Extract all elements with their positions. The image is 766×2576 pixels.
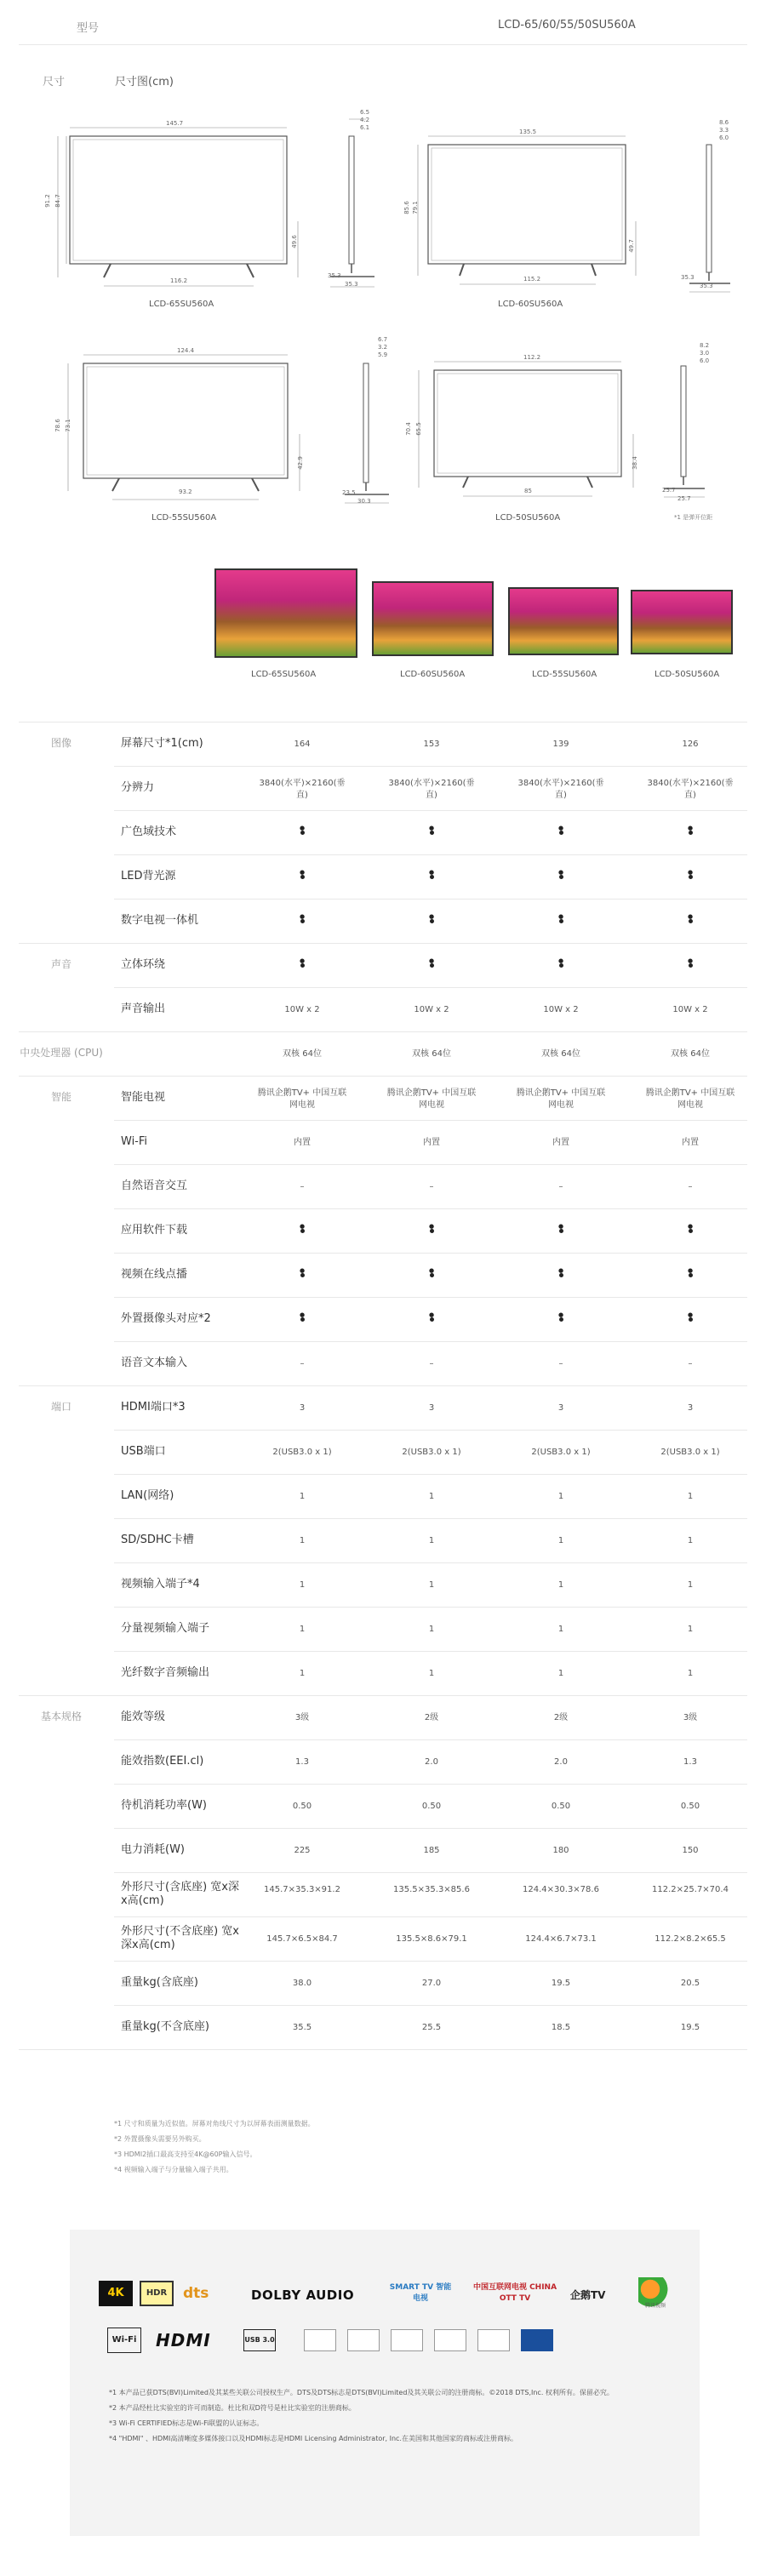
spec-value: 3级 xyxy=(683,1713,698,1722)
spec-value: 1 xyxy=(299,1536,306,1545)
spec-value: 2.0 xyxy=(425,1757,438,1767)
spec-value: 2(USB3.0 x 1) xyxy=(402,1448,461,1457)
spec-value: 1 xyxy=(687,1625,694,1634)
spec-value: ● xyxy=(429,957,435,964)
spec-label: 立体环绕 xyxy=(121,958,166,971)
spec-value: 1 xyxy=(687,1580,694,1590)
spec-value: 145.7×6.5×84.7 xyxy=(266,1934,338,1944)
spec-value: 1 xyxy=(299,1669,306,1678)
spec-value: 10W x 2 xyxy=(672,1005,708,1014)
spec-value: ● xyxy=(688,1223,694,1230)
spec-value: 153 xyxy=(423,740,440,749)
spec-value: ● xyxy=(300,1223,306,1230)
spec-value: 0.50 xyxy=(551,1802,571,1811)
diagram-caption: LCD-60SU560A xyxy=(498,300,563,309)
spec-value: 1 xyxy=(299,1580,306,1590)
spec-value: – xyxy=(429,1182,434,1191)
spec-value: ● xyxy=(688,913,694,920)
spec-value: ● xyxy=(300,957,306,964)
dolby-audio-logo: DOLBY AUDIO xyxy=(251,2288,355,2303)
dim-screen-height: 79.1 xyxy=(411,201,419,214)
dim-side-c: 6.0 xyxy=(700,357,710,364)
spec-label: USB端口 xyxy=(121,1445,166,1458)
spec-label: 应用软件下载 xyxy=(121,1224,188,1237)
dim-side-a: 35.3 xyxy=(681,274,695,281)
dim-side-c: 6.0 xyxy=(719,134,729,141)
dim-stand-height: 38.4 xyxy=(631,456,638,470)
size-footnote: *1 是弹开位距 xyxy=(674,514,713,521)
tv-front-drawing xyxy=(60,336,332,515)
spec-value: ● xyxy=(300,825,306,831)
spec-value: 1.3 xyxy=(295,1757,309,1767)
note: *3 HDMI2插口最高支持至4K@60P输入信号。 xyxy=(114,2150,257,2158)
spec-value: ● xyxy=(429,1223,435,1230)
wifi-certified-logo: Wi-Fi xyxy=(107,2328,141,2353)
product-name: LCD-55SU560A xyxy=(532,670,597,679)
dim-depth-top: 8.2 xyxy=(700,342,710,349)
row-divider xyxy=(114,1828,747,1829)
dim-side-b: 35.3 xyxy=(700,283,713,289)
spec-label: 能效等级 xyxy=(121,1711,166,1723)
spec-value: 135.5×8.6×79.1 xyxy=(396,1934,467,1944)
spec-value: 10W x 2 xyxy=(284,1005,320,1014)
feature-icon xyxy=(391,2329,423,2351)
spec-value: 1 xyxy=(299,1625,306,1634)
feature-icon xyxy=(521,2329,553,2351)
tv-side-drawing xyxy=(336,336,404,515)
spec-label: 外置摄像头对应*2 xyxy=(121,1312,211,1325)
spec-label: 数字电视一体机 xyxy=(121,914,199,927)
spec-value: 2级 xyxy=(553,1713,569,1722)
spec-label: 视频输入端子*4 xyxy=(121,1578,200,1591)
spec-value: 内置 xyxy=(682,1138,699,1147)
spec-value: ● xyxy=(300,1267,306,1274)
spec-value: 2(USB3.0 x 1) xyxy=(660,1448,720,1457)
row-divider xyxy=(114,2005,747,2006)
feature-icon xyxy=(304,2329,336,2351)
product-image-60 xyxy=(372,581,494,656)
dim-side-a: 23.5 xyxy=(342,489,356,496)
dim-side-a: 25.7 xyxy=(662,487,676,494)
row-divider xyxy=(114,1430,747,1431)
spec-value: 1 xyxy=(687,1669,694,1678)
spec-value: 112.2×25.7×70.4 xyxy=(652,1885,729,1894)
spec-label: 屏幕尺寸*1(cm) xyxy=(121,737,203,750)
dim-depth-top: 6.5 xyxy=(360,109,370,116)
spec-label: 能效指数(EEI.cl) xyxy=(121,1755,204,1768)
dim-depth-a: 3.0 xyxy=(700,350,710,357)
dim-stand-height: 49.6 xyxy=(290,235,298,248)
spec-category: 声音 xyxy=(50,958,71,970)
row-divider xyxy=(114,987,747,988)
row-divider xyxy=(114,1916,747,1917)
spec-label: 光纤数字音频输出 xyxy=(121,1666,210,1679)
spec-value: 3840(水平)×2160(垂直) xyxy=(647,779,734,800)
row-divider xyxy=(114,810,747,811)
dim-stand-height: 42.9 xyxy=(296,456,304,470)
feature-icon xyxy=(477,2329,510,2351)
spec-value: 126 xyxy=(682,740,699,749)
spec-value: ● xyxy=(688,1267,694,1274)
spec-value: 135.5×35.3×85.6 xyxy=(393,1885,470,1894)
tencent-video-logo: 腾讯视频 xyxy=(638,2277,672,2311)
spec-value: 164 xyxy=(294,740,311,749)
spec-value: – xyxy=(688,1359,693,1368)
spec-label: 广色域技术 xyxy=(121,825,177,838)
spec-value: ● xyxy=(300,913,306,920)
spec-value: 124.4×6.7×73.1 xyxy=(525,1934,597,1944)
spec-value: 3 xyxy=(687,1403,694,1413)
spec-value: ● xyxy=(429,1311,435,1318)
spec-value: – xyxy=(429,1359,434,1368)
spec-value: 1 xyxy=(557,1580,564,1590)
spec-value: 1 xyxy=(299,1492,306,1501)
note: *4 视频输入端子与分量输入端子共用。 xyxy=(114,2166,233,2173)
row-divider xyxy=(114,854,747,855)
row-divider xyxy=(114,1651,747,1652)
spec-label: SD/SDHC卡槽 xyxy=(121,1534,194,1546)
spec-value: 0.50 xyxy=(421,1802,442,1811)
tv-side-drawing xyxy=(655,340,723,511)
spec-value: ● xyxy=(558,869,564,876)
spec-value: 双核 64位 xyxy=(541,1049,580,1059)
note: *2 外置摄像头需要另外购买。 xyxy=(114,2135,206,2143)
spec-value: 1.3 xyxy=(683,1757,697,1767)
spec-value: – xyxy=(300,1182,305,1191)
spec-category: 中央处理器 (CPU) xyxy=(20,1047,103,1059)
dim-depth-a: 3.3 xyxy=(719,127,729,134)
row-divider xyxy=(114,1739,747,1740)
row-divider xyxy=(19,1385,747,1386)
spec-value: ● xyxy=(558,1311,564,1318)
spec-label: 视频在线点播 xyxy=(121,1268,188,1281)
china-ott-tv-logo: 中国互联网电视 CHINA OTT TV xyxy=(472,2283,557,2303)
spec-value: ● xyxy=(300,1311,306,1318)
row-divider xyxy=(114,1164,747,1165)
tv-front-drawing xyxy=(409,345,655,515)
spec-value: 1 xyxy=(687,1492,694,1501)
spec-category: 基本规格 xyxy=(40,1711,82,1722)
spec-value: 145.7×35.3×91.2 xyxy=(264,1885,340,1894)
spec-value: 双核 64位 xyxy=(283,1049,322,1059)
spec-value: ● xyxy=(429,825,435,831)
spec-label: Wi-Fi xyxy=(121,1135,148,1148)
spec-value: 10W x 2 xyxy=(414,1005,449,1014)
dts-logo: dts xyxy=(183,2285,209,2302)
spec-value: 18.5 xyxy=(551,2023,571,2032)
spec-value: ● xyxy=(429,1267,435,1274)
dim-base: 85 xyxy=(524,488,532,494)
dim-width: 124.4 xyxy=(177,347,195,354)
row-divider xyxy=(114,899,747,900)
spec-value: 19.5 xyxy=(551,1979,571,1988)
product-image-65 xyxy=(214,568,357,658)
size-section-title: 尺寸图(cm) xyxy=(115,76,174,89)
spec-value: 腾讯企鹅TV+ 中国互联网电视 xyxy=(645,1088,735,1110)
spec-value: 38.0 xyxy=(292,1979,312,1988)
row-divider xyxy=(114,1518,747,1519)
product-image-55 xyxy=(508,587,619,655)
product-name: LCD-65SU560A xyxy=(251,670,317,679)
row-divider xyxy=(114,1784,747,1785)
spec-value: 185 xyxy=(423,1846,440,1855)
dim-depth-a: 3.2 xyxy=(378,344,388,351)
dim-height: 85.6 xyxy=(403,201,410,214)
dim-width: 145.7 xyxy=(166,120,184,127)
dim-side-c: 6.1 xyxy=(360,124,370,131)
spec-value: 1 xyxy=(557,1536,564,1545)
row-divider xyxy=(114,1607,747,1608)
spec-category: 端口 xyxy=(50,1401,71,1413)
spec-label: 自然语音交互 xyxy=(121,1179,188,1192)
row-divider xyxy=(19,943,747,944)
divider xyxy=(19,44,747,45)
spec-label: 智能电视 xyxy=(121,1091,166,1104)
spec-value: 2(USB3.0 x 1) xyxy=(272,1448,332,1457)
row-divider xyxy=(19,2049,747,2050)
spec-label: 声音输出 xyxy=(121,1002,166,1015)
spec-value: 1 xyxy=(428,1625,435,1634)
spec-value: – xyxy=(558,1182,563,1191)
spec-value: 1 xyxy=(557,1669,564,1678)
spec-value: 0.50 xyxy=(292,1802,312,1811)
spec-label: 分辨力 xyxy=(121,781,155,794)
row-divider xyxy=(19,1031,747,1032)
model-label: 型号 xyxy=(77,22,100,35)
dim-screen-height: 84.7 xyxy=(54,194,61,208)
dim-stand-height: 49.7 xyxy=(627,239,635,253)
spec-value: 1 xyxy=(428,1536,435,1545)
spec-label: 重量kg(不含底座) xyxy=(121,2020,209,2033)
dim-height: 78.6 xyxy=(54,419,61,432)
spec-value: 1 xyxy=(557,1492,564,1501)
spec-value: 35.5 xyxy=(292,2023,312,2032)
spec-label: HDMI端口*3 xyxy=(121,1401,186,1414)
spec-value: 3 xyxy=(557,1403,564,1413)
row-divider xyxy=(114,1341,747,1342)
product-name: LCD-60SU560A xyxy=(400,670,466,679)
spec-label: 待机消耗功率(W) xyxy=(121,1799,207,1812)
spec-label: LED背光源 xyxy=(121,870,176,882)
dim-screen-height: 73.1 xyxy=(64,419,71,432)
spec-value: 腾讯企鹅TV+ 中国互联网电视 xyxy=(257,1088,347,1110)
spec-value: 3级 xyxy=(294,1713,310,1722)
hdr-logo: HDR xyxy=(140,2281,174,2306)
logo-note: *2 本产品经杜比实验室的许可而制造。杜比和双D符号是杜比实验室的注册商标。 xyxy=(109,2404,356,2412)
logo-panel xyxy=(70,2230,700,2536)
hdmi-logo: HDMI xyxy=(156,2330,211,2350)
spec-value: 139 xyxy=(552,740,569,749)
diagram-caption: LCD-65SU560A xyxy=(149,300,214,309)
spec-value: 10W x 2 xyxy=(543,1005,579,1014)
spec-value: 3840(水平)×2160(垂直) xyxy=(517,779,604,800)
spec-label: 重量kg(含底座) xyxy=(121,1976,198,1989)
spec-value: 1 xyxy=(428,1580,435,1590)
4k-logo: 4K xyxy=(99,2281,133,2306)
spec-value: – xyxy=(300,1359,305,1368)
spec-value: 3 xyxy=(428,1403,435,1413)
dim-side-b: 30.3 xyxy=(357,498,371,505)
penguin-tv-logo: 企鹅TV xyxy=(570,2289,606,2301)
spec-value: 1 xyxy=(687,1536,694,1545)
spec-value: 内置 xyxy=(423,1138,440,1147)
spec-value: ● xyxy=(688,869,694,876)
dim-depth-top: 8.6 xyxy=(719,119,729,126)
spec-value: 124.4×30.3×78.6 xyxy=(523,1885,599,1894)
spec-value: 180 xyxy=(552,1846,569,1855)
spec-label: 外形尺寸(不含底座) 宽x深x高(cm) xyxy=(121,1925,239,1951)
row-divider xyxy=(114,1253,747,1254)
spec-value: 20.5 xyxy=(680,1979,700,1988)
spec-category: 图像 xyxy=(50,737,71,749)
row-divider xyxy=(114,1208,747,1209)
dim-height: 70.4 xyxy=(404,422,412,436)
logo-note: *1 本产品已获DTS(BVI)Limited及其某些关联公司授权生产。DTS及DTS标志是DTS(BVI)Limited及其关联公司的注册商标。©2018 DTS,Inc. 权利所有。保留必究。 xyxy=(109,2389,614,2396)
spec-value: 3 xyxy=(299,1403,306,1413)
model-title: LCD-65/60/55/50SU560A xyxy=(498,19,636,31)
spec-value: – xyxy=(688,1182,693,1191)
spec-value: ● xyxy=(688,957,694,964)
dim-width: 112.2 xyxy=(523,354,541,361)
spec-value: 腾讯企鹅TV+ 中国互联网电视 xyxy=(386,1088,477,1110)
spec-value: 3840(水平)×2160(垂直) xyxy=(259,779,346,800)
row-divider xyxy=(114,1120,747,1121)
spec-value: ● xyxy=(558,957,564,964)
dim-base: 116.2 xyxy=(170,277,188,284)
logo-note: *3 Wi-Fi CERTIFIED标志是Wi-Fi联盟的认证标志。 xyxy=(109,2419,264,2427)
row-divider xyxy=(19,1695,747,1696)
product-name: LCD-50SU560A xyxy=(655,670,720,679)
row-divider xyxy=(114,766,747,767)
spec-value: ● xyxy=(558,1223,564,1230)
dim-depth-top: 6.7 xyxy=(378,336,388,343)
diagram-caption: LCD-55SU560A xyxy=(151,513,217,523)
spec-value: ● xyxy=(429,869,435,876)
spec-value: 2级 xyxy=(424,1713,439,1722)
dim-depth-a: 4.2 xyxy=(360,117,370,123)
spec-value: 1 xyxy=(428,1669,435,1678)
spec-value: 2(USB3.0 x 1) xyxy=(531,1448,591,1457)
product-image-50 xyxy=(631,590,733,654)
dim-side-a: 35.3 xyxy=(328,272,341,279)
usb3-logo: USB 3.0 xyxy=(243,2329,276,2351)
spec-value: 内置 xyxy=(294,1138,311,1147)
spec-value: ● xyxy=(429,913,435,920)
tv-front-drawing xyxy=(51,111,340,323)
spec-label: 分量视频输入端子 xyxy=(121,1622,210,1635)
spec-value: – xyxy=(558,1359,563,1368)
spec-value: ● xyxy=(558,825,564,831)
size-section-label: 尺寸 xyxy=(43,76,66,89)
row-divider xyxy=(19,722,747,723)
dim-base: 115.2 xyxy=(523,276,541,283)
row-divider xyxy=(114,1562,747,1563)
spec-value: 1 xyxy=(428,1492,435,1501)
spec-value: ● xyxy=(300,869,306,876)
spec-value: ● xyxy=(688,825,694,831)
spec-value: 27.0 xyxy=(421,1979,442,1988)
feature-icon xyxy=(347,2329,380,2351)
spec-value: ● xyxy=(688,1311,694,1318)
dim-width: 135.5 xyxy=(519,129,537,135)
note: *1 尺寸和质量为近似值。屏幕对角线尺寸为以屏幕表面测量数据。 xyxy=(114,2120,315,2128)
spec-value: 19.5 xyxy=(680,2023,700,2032)
spec-value: ● xyxy=(558,913,564,920)
spec-value: 内置 xyxy=(552,1138,569,1147)
row-divider xyxy=(114,1961,747,1962)
dim-base: 93.2 xyxy=(179,488,192,495)
tv-front-drawing xyxy=(413,119,660,298)
spec-value: 双核 64位 xyxy=(671,1049,710,1059)
diagram-caption: LCD-50SU560A xyxy=(495,513,561,523)
spec-value: 225 xyxy=(294,1846,311,1855)
dim-side-b: 25.7 xyxy=(677,495,691,502)
smart-tv-logo: SMART TV 智能电视 xyxy=(389,2283,452,2303)
dim-screen-height: 65.5 xyxy=(414,422,422,436)
spec-value: 2.0 xyxy=(554,1757,568,1767)
row-divider xyxy=(19,1076,747,1077)
spec-label: 外形尺寸(含底座) 宽x深x高(cm) xyxy=(121,1881,239,1907)
spec-label: 电力消耗(W) xyxy=(121,1843,185,1856)
spec-value: 25.5 xyxy=(421,2023,442,2032)
spec-value: ● xyxy=(558,1267,564,1274)
dim-height: 91.2 xyxy=(43,194,51,208)
spec-category: 智能 xyxy=(50,1091,71,1103)
spec-value: 双核 64位 xyxy=(412,1049,451,1059)
spec-value: 112.2×8.2×65.5 xyxy=(655,1934,726,1944)
spec-label: LAN(网络) xyxy=(121,1489,174,1502)
spec-label: 语音文本输入 xyxy=(121,1357,188,1369)
dim-side-b: 35.3 xyxy=(345,281,358,288)
spec-value: 1 xyxy=(557,1625,564,1634)
dim-side-c: 5.9 xyxy=(378,351,388,358)
logo-note: *4 "HDMI" 、HDMI高清晰度多媒体接口以及HDMI标志是HDMI Licensing Administrator, Inc.在美国和其他国家的商标或注册商标。 xyxy=(109,2435,517,2442)
row-divider xyxy=(114,1872,747,1873)
row-divider xyxy=(114,1474,747,1475)
spec-value: 150 xyxy=(682,1846,699,1855)
spec-value: 3840(水平)×2160(垂直) xyxy=(388,779,475,800)
row-divider xyxy=(114,1297,747,1298)
feature-icon xyxy=(434,2329,466,2351)
spec-value: 0.50 xyxy=(680,1802,700,1811)
spec-value: 腾讯企鹅TV+ 中国互联网电视 xyxy=(516,1088,606,1110)
